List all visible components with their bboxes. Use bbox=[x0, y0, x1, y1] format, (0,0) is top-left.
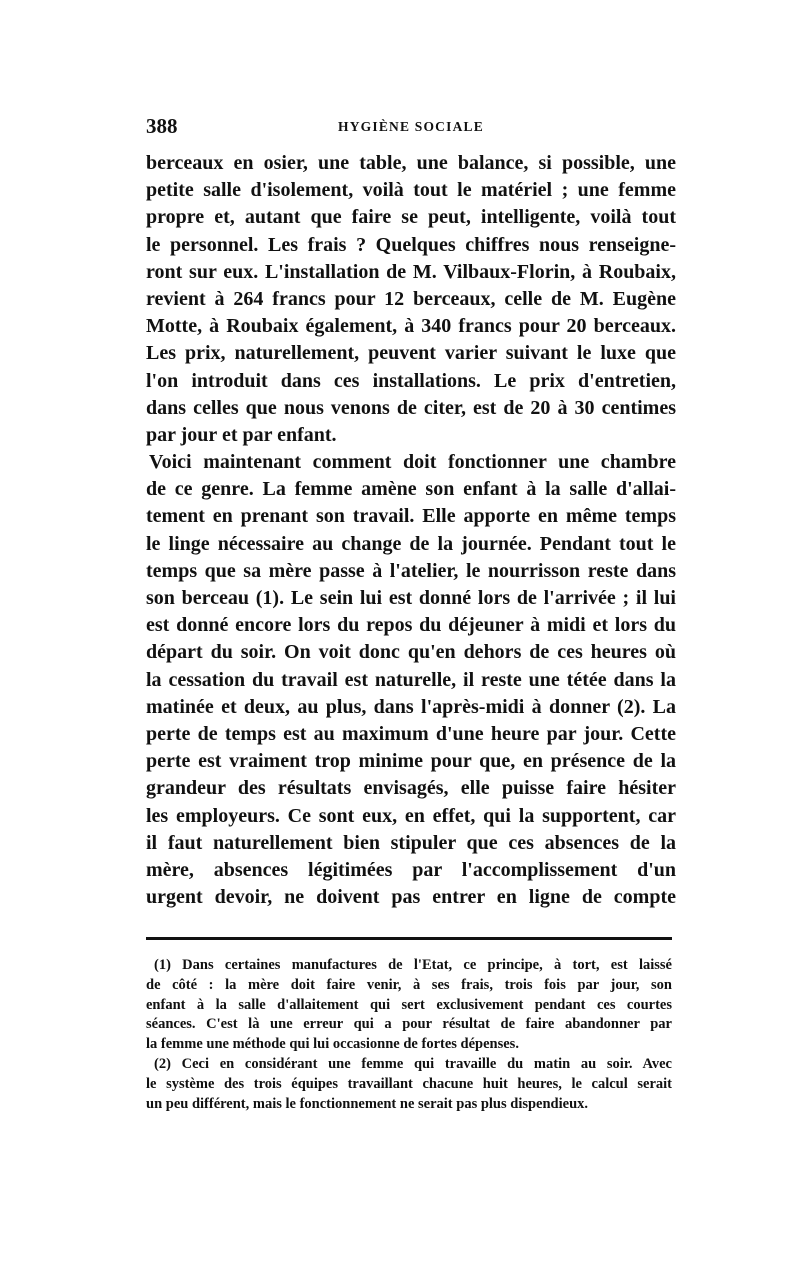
body-line: Les prix, naturellement, peuvent varier suivant le luxe que bbox=[146, 342, 676, 365]
footnote-2-line: (2) Ceci en considérant une femme qui travaille du matin au soir. Avec bbox=[154, 1055, 672, 1072]
body-line: tement en prenant son travail. Elle apporte en même temps bbox=[146, 505, 676, 528]
footnote-1-line: de côté : la mère doit faire venir, à ses frais, trois fois par jour, son bbox=[146, 976, 672, 993]
body-line: départ du soir. On voit donc qu'en dehors de ces heures où bbox=[146, 641, 676, 664]
body-line: mère, absences légitimées par l'accomplissement d'un bbox=[146, 858, 676, 881]
body-line: dans celles que nous venons de citer, est de 20 à 30 centimes bbox=[146, 396, 676, 419]
footnote-1-line: enfant à la salle d'allaitement qui sert exclusivement pendant ces courtes bbox=[146, 996, 672, 1013]
footnote-1-line: (1) Dans certaines manufactures de l'Etat, ce principe, à tort, est laissé bbox=[154, 957, 672, 973]
body-line: il faut naturellement bien stipuler que ces absences de la bbox=[146, 831, 676, 854]
body-line: l'on introduit dans ces installations. Le prix d'entretien, bbox=[146, 369, 676, 392]
body-line: propre et, autant que faire se peut, intelligente, voilà tout bbox=[146, 206, 676, 229]
body-line: de ce genre. La femme amène son enfant à la salle d'allai- bbox=[146, 478, 676, 501]
body-line: urgent devoir, ne doivent pas entrer en ligne de compte bbox=[146, 886, 676, 909]
body-text bbox=[146, 150, 676, 911]
body-line: ront sur eux. L'installation de M. Vilbaux-Florin, à Roubaix, bbox=[146, 260, 676, 283]
body-line: revient à 264 francs pour 12 berceaux, celle de M. Eugène bbox=[146, 287, 676, 310]
body-line: le personnel. Les frais ? Quelques chiffres nous renseigne- bbox=[146, 233, 676, 256]
body-line: grandeur des résultats envisagés, elle puisse faire hésiter bbox=[146, 777, 676, 800]
body-line: matinée et deux, au plus, dans l'après-midi à donner (2). La bbox=[146, 695, 676, 718]
footnotes bbox=[146, 956, 672, 1114]
footnote-2-line: le système des trois équipes travaillant chacune huit heures, le calcul serait bbox=[146, 1075, 672, 1092]
page-header bbox=[146, 114, 676, 144]
body-line: petite salle d'isolement, voilà tout le matériel ; une femme bbox=[146, 179, 676, 202]
body-line: son berceau (1). Le sein lui est donné lors de l'arrivée ; il lui bbox=[146, 587, 676, 609]
body-line: est donné encore lors du repos du déjeuner à midi et lors du bbox=[146, 614, 676, 637]
footnote-1-line: la femme une méthode qui lui occasionne de fortes dépenses. bbox=[146, 1036, 519, 1053]
page-number: 388 bbox=[146, 114, 178, 138]
body-line: les employeurs. Ce sont eux, en effet, qui la supportent, car bbox=[146, 804, 676, 827]
body-line: temps que sa mère passe à l'atelier, le nourrisson reste dans bbox=[146, 559, 676, 582]
footnote-divider bbox=[146, 937, 672, 940]
body-line: le linge nécessaire au change de la journée. Pendant tout le bbox=[146, 532, 676, 555]
footnote-2-line: un peu différent, mais le fonctionnement ne serait pas plus dispendieux. bbox=[146, 1095, 589, 1112]
paragraph-start-line: Voici maintenant comment doit fonctionner une chambre bbox=[149, 451, 676, 474]
body-line: la cessation du travail est naturelle, il reste une tétée dans la bbox=[146, 668, 676, 691]
running-title: HYGIÈNE SOCIALE bbox=[338, 119, 484, 134]
body-line: perte est vraiment trop minime pour que, en présence de la bbox=[146, 750, 676, 773]
body-line: Motte, à Roubaix également, à 340 francs pour 20 berceaux. bbox=[146, 315, 676, 338]
body-line: berceaux en osier, une table, une balance, si possible, une bbox=[146, 152, 676, 174]
body-line: perte de temps est au maximum d'une heure par jour. Cette bbox=[146, 722, 676, 745]
body-line: par jour et par enfant. bbox=[146, 423, 337, 446]
footnote-1-line: séances. C'est là une erreur qui a pour résultat de faire abandonner par bbox=[146, 1016, 672, 1033]
